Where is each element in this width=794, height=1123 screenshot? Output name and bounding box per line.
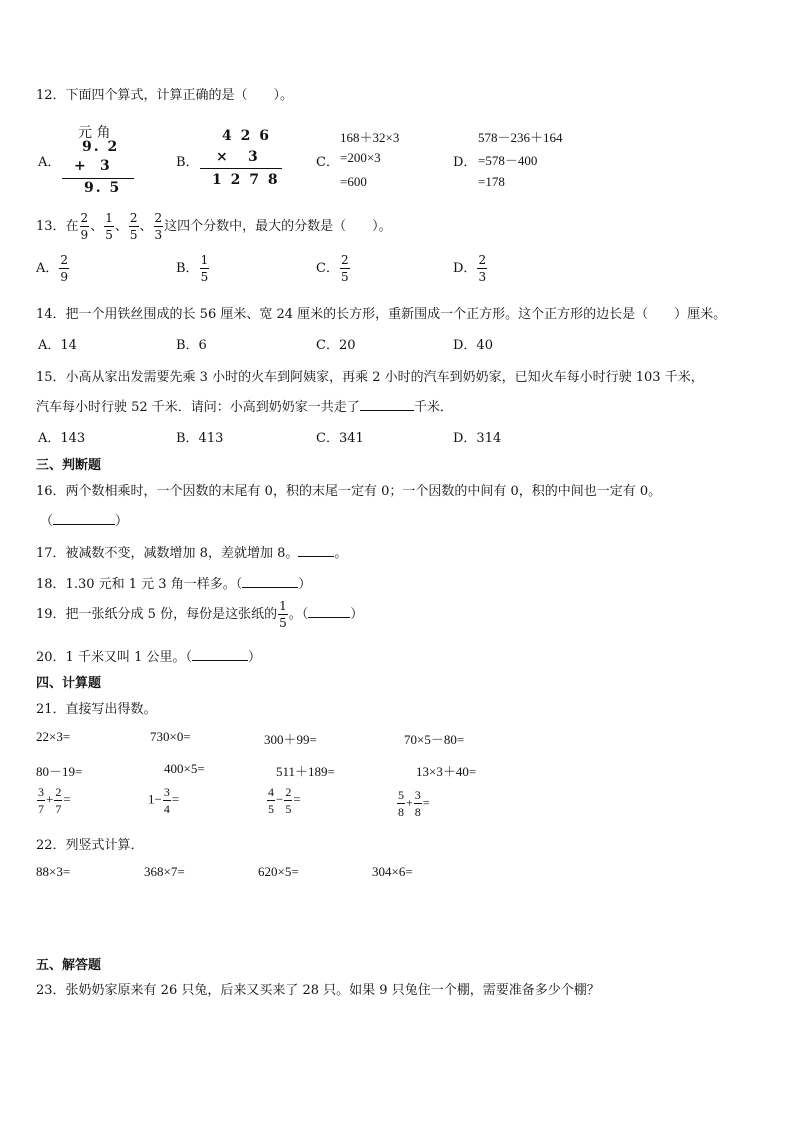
q23-text: 23．张奶奶家原来有 26 只兔，后来又买来了 28 只。如果 9 只兔住一个棚，需要准备多少个棚？ — [36, 983, 600, 998]
q15-answer-blank[interactable] — [360, 398, 414, 411]
q12-b-row2: 3 — [248, 149, 260, 165]
q18-answer-blank[interactable] — [242, 575, 298, 588]
q14-stem: 14．把一个用铁丝围成的长 56 厘米、宽 24 厘米的长方形，重新围成一个正方形。这个正方形的边长是（ ）厘米。 — [36, 307, 727, 322]
q13-option-d: D． $\frac{2}{3}$ — [453, 253, 487, 284]
q12-option-c-label: C． — [316, 155, 339, 170]
q22-item-4: 304×6= — [372, 864, 413, 879]
q12-b-row1: 4 2 6 — [222, 128, 271, 144]
q21-r1-c2: 730×0= — [150, 729, 191, 744]
q12-a-result: 9. 5 — [84, 180, 122, 196]
q12-a-row1: 9. 2 — [82, 139, 120, 155]
q15-line2: 汽车每小时行驶 52 千米．请问：小高到奶奶家一共走了 千米． — [36, 400, 453, 415]
q12-b-result: 1 2 7 8 — [212, 172, 280, 188]
section-5-title: 五、解答题 — [36, 958, 102, 973]
q15-option-c: C．341 — [316, 431, 364, 446]
q16-answer: （ ） — [40, 514, 129, 529]
q21-stem: 21．直接写出得数。 — [36, 702, 157, 717]
q15-option-d: D．314 — [453, 431, 502, 446]
q17-answer-blank[interactable] — [298, 544, 334, 557]
section-3-title: 三、判断题 — [36, 458, 102, 473]
q13-stem: 13．在 $\frac{2}{9}$ 、 $\frac{1}{5}$ 、 $\frac{2}{5}$ 、 $\frac{2}{3}$ 这四个分数中，最大的分数是（ ）。 — [36, 211, 392, 242]
q21-r1-c1: 22×3= — [36, 729, 71, 744]
q20-answer-blank[interactable] — [192, 648, 248, 661]
q13-frac-3: $\frac{2}{5}$ — [129, 211, 138, 242]
q17-text: 17．被减数不变，减数增加 8，差就增加 8。 。 — [36, 546, 348, 561]
section-4-title: 四、计算题 — [36, 676, 102, 691]
q12-a-op: + — [74, 158, 88, 174]
q22-item-1: 88×3= — [36, 864, 71, 879]
q19-answer-blank[interactable] — [308, 605, 350, 618]
q13-suffix: 这四个分数中，最大的分数是（ ）。 — [164, 219, 392, 234]
q13-frac-1: $\frac{2}{9}$ — [80, 211, 89, 242]
q14-option-b: B．6 — [176, 338, 207, 353]
q13-option-a: A． $\frac{2}{9}$ — [36, 253, 69, 284]
q16-answer-blank[interactable] — [53, 512, 115, 525]
q21-r1-c4: 70×5－80= — [404, 732, 465, 747]
q21-r2-c4: 13×3＋40= — [416, 764, 477, 779]
q13-option-c: C． $\frac{2}{5}$ — [316, 253, 349, 284]
q15-option-a: A．143 — [38, 431, 86, 446]
q21-r2-c3: 511＋189= — [276, 764, 335, 779]
q13-frac-2: $\frac{1}{5}$ — [105, 211, 113, 242]
q15-option-b: B．413 — [176, 431, 224, 446]
q20-text: 20．1 千米又叫 1 公里。（ ） — [36, 650, 261, 665]
q22-item-2: 368×7= — [144, 864, 185, 879]
q12-option-b-label: B． — [176, 155, 199, 170]
q12-b-rule — [200, 168, 282, 169]
q12-c-line3: =600 — [340, 174, 367, 189]
q15-line1: 15．小高从家出发需要先乘 3 小时的火车到阿姨家，再乘 2 小时的汽车到奶奶家，已知火车每小时行驶 103 千米， — [36, 370, 704, 385]
q22-item-3: 620×5= — [258, 864, 299, 879]
q12-d-line2: =578－400 — [478, 153, 538, 168]
q21-r3-c2: 1− $\frac{3}{4}$ = — [148, 785, 180, 816]
q12-option-d-label: D． — [453, 155, 477, 170]
q12-d-line3: =178 — [478, 174, 505, 189]
q12-stem: 12．下面四个算式，计算正确的是（ ）。 — [36, 88, 294, 103]
q12-a-row2: 3 — [100, 158, 112, 174]
q19-frac: $\frac{1}{5}$ — [279, 599, 287, 630]
q12-a-header: 元 角 — [78, 125, 111, 141]
q12-option-a-label: A． — [38, 155, 61, 170]
q21-r2-c1: 80－19= — [36, 764, 83, 779]
q21-r3-c1: $\frac{3}{7}$ + $\frac{2}{7}$ = — [38, 785, 71, 816]
q12-d-line1: 578－236＋164 — [478, 130, 563, 145]
q19-text: 19．把一张纸分成 5 份，每份是这张纸的 $\frac{1}{5}$ 。（ ） — [36, 599, 364, 630]
q14-option-d: D．40 — [453, 338, 493, 353]
q13-option-b: B． $\frac{1}{5}$ — [176, 253, 209, 284]
q13-prefix: 13．在 — [36, 219, 79, 234]
q12-a-rule — [62, 178, 134, 179]
q21-r2-c2: 400×5= — [164, 761, 205, 776]
q22-stem: 22．列竖式计算． — [36, 838, 144, 853]
q16-text: 16．两个数相乘时，一个因数的末尾有 0，积的末尾一定有 0；一个因数的中间有 0，积的中间也一定有 0。 — [36, 484, 662, 499]
q12-c-line1: 168＋32×3 — [340, 130, 400, 145]
q14-option-a: A．14 — [38, 338, 77, 353]
q21-r1-c3: 300＋99= — [264, 732, 317, 747]
q14-option-c: C．20 — [316, 338, 356, 353]
q12-b-op: × — [216, 149, 230, 165]
q18-text: 18．1.30 元和 1 元 3 角一样多。（ ） — [36, 577, 312, 592]
q13-frac-4: $\frac{2}{3}$ — [154, 211, 163, 242]
q21-r3-c3: $\frac{4}{5}$ − $\frac{2}{5}$ = — [268, 785, 301, 816]
q12-c-line2: =200×3 — [340, 150, 381, 165]
q21-r3-c4: $\frac{5}{8}$ + $\frac{3}{8}$ = — [398, 788, 430, 819]
